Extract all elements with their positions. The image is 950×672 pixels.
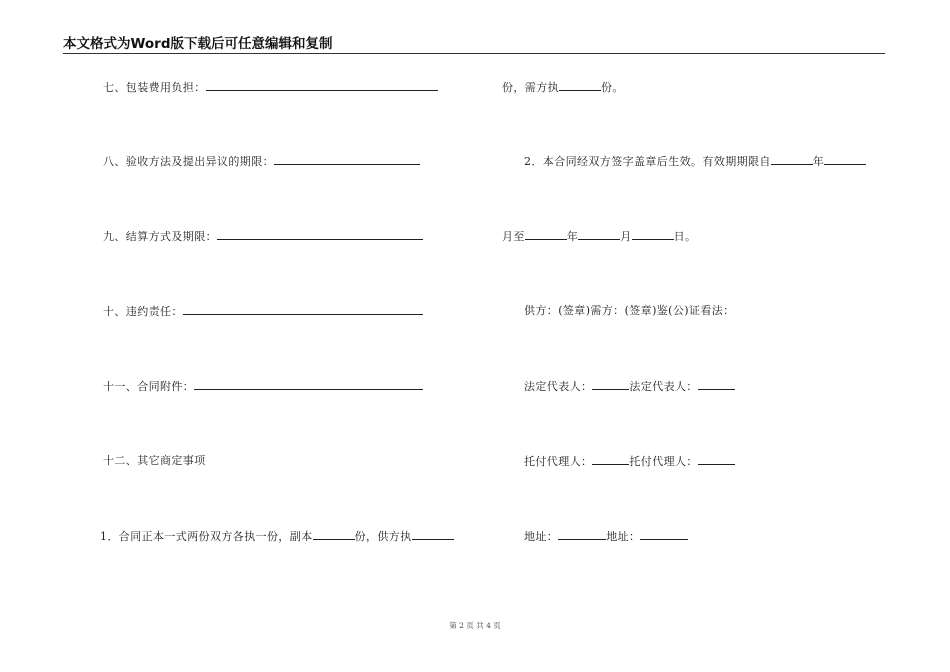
item-10-blank bbox=[183, 304, 423, 315]
signatories-line bbox=[524, 304, 735, 318]
item-7-blank bbox=[206, 80, 438, 91]
date-blank-b bbox=[578, 229, 620, 240]
clause-2-blank-b bbox=[824, 154, 866, 165]
item-10-label: 十、违约责任： bbox=[103, 305, 183, 318]
item-11-label: 十一、合同附件： bbox=[103, 380, 195, 393]
item-8-blank bbox=[274, 154, 420, 165]
item-9-settlement bbox=[103, 229, 423, 244]
legal-rep-blank-b bbox=[698, 379, 735, 390]
item-8-label: 八、验收方法及提出异议的期限： bbox=[103, 155, 274, 168]
item-9-blank bbox=[217, 229, 423, 240]
clause-1-blank-a bbox=[313, 529, 355, 540]
clause-1-blank-b bbox=[412, 529, 454, 540]
item-11-attachments bbox=[103, 379, 423, 394]
item-7-label: 七、包装费用负担： bbox=[103, 81, 206, 94]
authorized-agent-line bbox=[524, 454, 735, 469]
date-blank-a bbox=[525, 229, 567, 240]
item-12-label: 十二、其它商定事项 bbox=[103, 454, 206, 467]
legal-representative-line bbox=[524, 379, 735, 394]
copies-text-a: 份，需方执 bbox=[502, 81, 559, 94]
item-11-blank bbox=[194, 379, 423, 390]
document-header-title: 本文格式为Word版下载后可任意编辑和复制 bbox=[63, 36, 333, 52]
agent-label-b: 托付代理人： bbox=[629, 455, 698, 468]
clause-2-text-b: 年 bbox=[812, 155, 825, 168]
clause-2-text-a: 2．本合同经双方签字盖章后生效。有效期期限自 bbox=[524, 155, 771, 168]
clause-1-text-a: 1．合同正本一式两份双方各执一份，副本 bbox=[100, 530, 313, 543]
agent-label-a: 托付代理人： bbox=[524, 455, 593, 468]
agent-blank-a bbox=[592, 454, 629, 465]
item-9-label: 九、结算方式及期限： bbox=[103, 230, 217, 243]
legal-rep-label-a: 法定代表人： bbox=[524, 380, 593, 393]
item-7-packaging-cost bbox=[103, 80, 438, 95]
item-12-other-matters bbox=[103, 454, 206, 468]
legal-rep-blank-a bbox=[592, 379, 629, 390]
header-divider bbox=[63, 53, 885, 54]
clause-2-blank-a bbox=[771, 154, 813, 165]
address-blank-b bbox=[640, 529, 688, 540]
agent-blank-b bbox=[698, 454, 735, 465]
address-label-a: 地址： bbox=[524, 530, 559, 543]
validity-date-range bbox=[502, 229, 696, 244]
date-text-b: 年 bbox=[566, 230, 579, 243]
address-blank-a bbox=[558, 529, 606, 540]
item-8-inspection bbox=[103, 154, 420, 169]
date-text-d: 日。 bbox=[673, 230, 697, 243]
clause-2-validity bbox=[524, 154, 866, 169]
clause-1-copies bbox=[100, 529, 454, 544]
legal-rep-label-b: 法定代表人： bbox=[629, 380, 698, 393]
address-label-b: 地址： bbox=[606, 530, 641, 543]
item-10-liability bbox=[103, 304, 423, 319]
signatories-text: 供方：(签章)需方：(签章)鉴(公)证看法： bbox=[524, 304, 735, 317]
date-text-a: 月至 bbox=[502, 230, 525, 243]
copies-continued bbox=[502, 80, 624, 95]
date-blank-c bbox=[632, 229, 674, 240]
copies-blank bbox=[559, 80, 601, 91]
address-line bbox=[524, 529, 688, 544]
date-text-c: 月 bbox=[620, 230, 632, 243]
copies-text-b: 份。 bbox=[601, 81, 624, 94]
page-number-footer: 第 2 页 共 4 页 bbox=[449, 621, 501, 630]
clause-1-text-b: 份，供方执 bbox=[354, 530, 412, 543]
